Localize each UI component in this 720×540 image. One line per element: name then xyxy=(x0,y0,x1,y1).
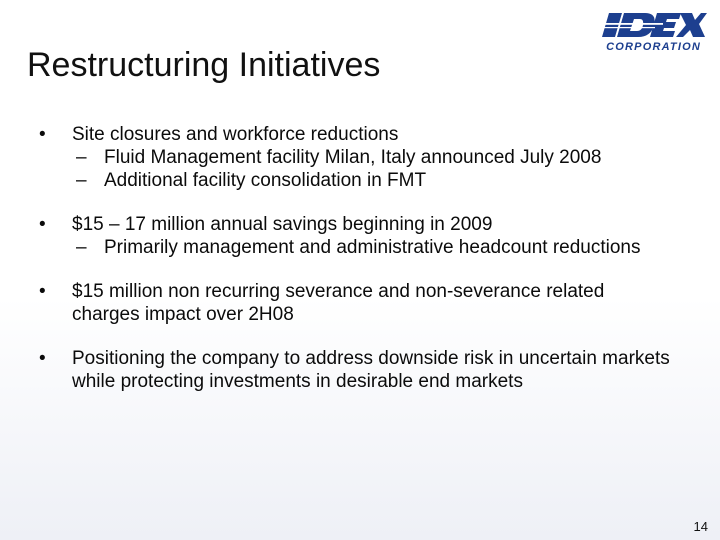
bullet-marker: • xyxy=(39,281,46,302)
bullet-text: Positioning the company to address downside risk in uncertain markets while protecting investments in desirable end markets xyxy=(72,348,670,392)
sub-bullet-text: Fluid Management facility Milan, Italy announced July 2008 xyxy=(104,147,602,168)
sub-bullet-marker: – xyxy=(76,170,87,191)
bullet-marker: • xyxy=(39,214,46,235)
sub-bullet-marker: – xyxy=(76,237,87,258)
sub-bullet-list xyxy=(72,146,672,192)
sub-bullet-item xyxy=(72,169,672,192)
bullet-marker: • xyxy=(39,348,46,369)
sub-bullet-list xyxy=(72,236,672,259)
idex-wordmark-graphic xyxy=(595,10,707,40)
bullet-text: $15 million non recurring severance and non-severance related charges impact over 2H08 xyxy=(72,281,605,325)
slide-title: Restructuring Initiatives xyxy=(27,46,381,84)
bullet-item xyxy=(0,123,672,192)
sub-bullet-item xyxy=(72,146,672,169)
sub-bullet-marker: – xyxy=(76,147,87,168)
sub-bullet-item xyxy=(72,236,672,259)
bullet-marker: • xyxy=(39,124,46,145)
idex-logo xyxy=(595,10,707,60)
bullet-text: $15 – 17 million annual savings beginning in 2009 xyxy=(72,214,493,235)
bullet-list xyxy=(0,123,720,393)
logo-subtitle: CORPORATION xyxy=(606,41,701,53)
bullet-text: Site closures and workforce reductions xyxy=(72,124,399,145)
page-number: 14 xyxy=(693,519,708,534)
bullet-item xyxy=(0,347,672,393)
sub-bullet-text: Additional facility consolidation in FMT xyxy=(104,170,427,191)
sub-bullet-text: Primarily management and administrative headcount reductions xyxy=(104,237,641,258)
bullet-item xyxy=(0,280,672,326)
bullet-item xyxy=(0,213,672,259)
